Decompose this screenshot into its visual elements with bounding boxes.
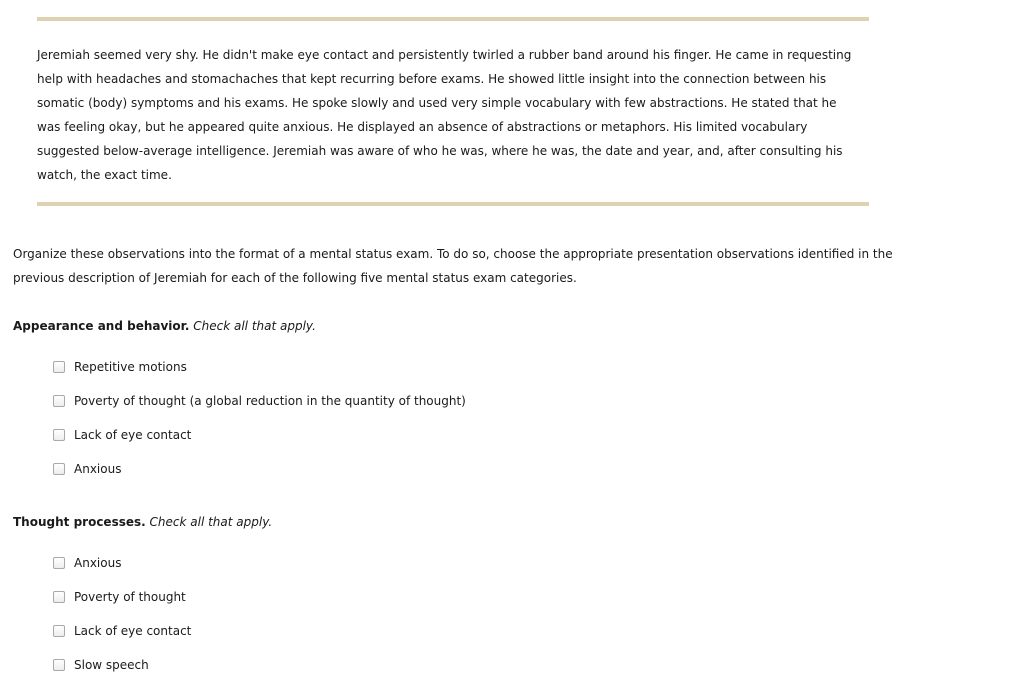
option-label: Lack of eye contact [74,624,192,638]
option-poverty-of-thought-global[interactable] [53,392,466,410]
option-poverty-of-thought[interactable] [53,588,186,606]
question-thought-processes [13,513,272,531]
option-lack-of-eye-contact[interactable] [53,622,191,640]
checkbox[interactable] [53,557,65,569]
case-passage-box [37,17,869,206]
question-title: Thought processes. [13,515,146,529]
checkbox[interactable] [53,659,65,671]
question-title: Appearance and behavior. [13,319,190,333]
option-repetitive-motions[interactable] [53,358,187,376]
checkbox[interactable] [53,463,65,475]
checkbox[interactable] [53,361,65,373]
checkbox[interactable] [53,395,65,407]
option-label: Anxious [74,556,122,570]
option-anxious[interactable] [53,460,121,478]
option-label: Slow speech [74,658,149,672]
question-appearance-behavior [13,317,316,335]
instructions-text: Organize these observations into the format of a mental status exam. To do so, choose the appropriate presentation observations identified in the previous description of Jeremiah for each of the following five mental status exam categories. [13,247,893,285]
checkbox[interactable] [53,625,65,637]
option-label: Lack of eye contact [74,428,192,442]
option-label: Poverty of thought [74,590,186,604]
option-anxious[interactable] [53,554,121,572]
option-label: Poverty of thought (a global reduction in the quantity of thought) [74,394,466,408]
question-hint: Check all that apply. [193,319,316,333]
option-label: Repetitive motions [74,360,187,374]
case-passage-text: Jeremiah seemed very shy. He didn't make eye contact and persistently twirled a rubber band around his finger. He came in requesting help with headaches and stomachaches that kept recurring before exams. He showed little insight into the connection between his somatic (body) symptoms and his exams. He spoke slowly and used very simple vocabulary with few abstractions. He stated that he was feeling okay, but he appeared quite anxious. He displayed an absence of abstractions or metaphors. His limited vocabulary suggested below-average intelligence. Jeremiah was aware of who he was, where he was, the date and year, and, after consulting his watch, the exact time. [37,48,852,182]
option-label: Anxious [74,462,122,476]
option-slow-speech[interactable] [53,656,149,674]
option-lack-of-eye-contact[interactable] [53,426,191,444]
checkbox[interactable] [53,429,65,441]
checkbox[interactable] [53,591,65,603]
question-hint: Check all that apply. [149,515,273,529]
